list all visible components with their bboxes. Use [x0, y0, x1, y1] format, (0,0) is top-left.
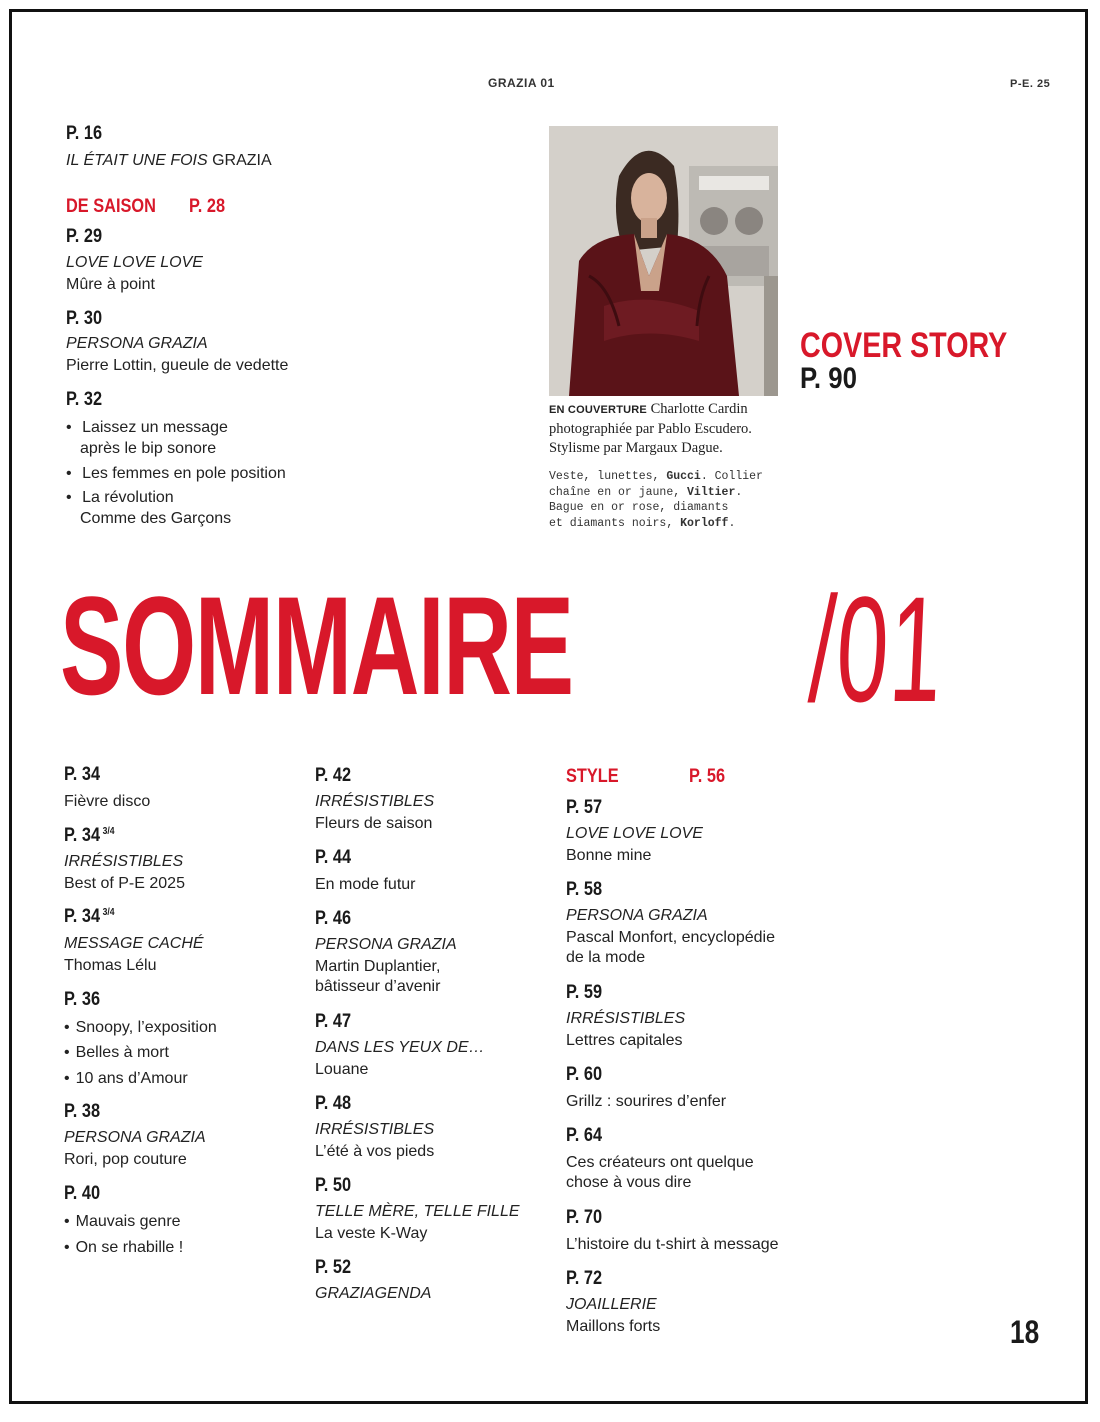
- entry-page: P. 40: [64, 1183, 101, 1204]
- entry-rubric: IRRÉSISTIBLES: [64, 853, 184, 870]
- entry-text: Ces créateurs ont quelque: [566, 1154, 754, 1171]
- cover-caption-line: Charlotte Cardin: [650, 401, 748, 417]
- cover-caption-line: photographiée par Pablo Escudero.: [549, 421, 752, 437]
- entry-text: Grillz : sourires d’enfer: [566, 1093, 727, 1110]
- entry-page-number: P. 34: [64, 906, 101, 927]
- cover-photo: [549, 126, 778, 396]
- credit-text: et diamants noirs,: [549, 516, 681, 530]
- entry-rubric: PERSONA GRAZIA: [315, 936, 457, 953]
- entry-page: P. 30: [66, 308, 103, 329]
- entry-page: P. 52: [315, 1257, 352, 1278]
- credit-brand: Korloff: [680, 516, 729, 530]
- entry-page-fraction: 3/4: [102, 907, 115, 918]
- credit-brand: Gucci: [666, 470, 701, 483]
- entry-page: [64, 825, 115, 847]
- entry-text: Fleurs de saison: [315, 815, 433, 832]
- entry-rubric: IRRÉSISTIBLES: [315, 1121, 435, 1138]
- entry-page: P. 59: [566, 982, 603, 1003]
- entry-title: [66, 152, 272, 170]
- section-page: P. 28: [189, 196, 226, 217]
- entry-text: bâtisseur d’avenir: [315, 978, 441, 995]
- credit-text: Veste, lunettes,: [549, 470, 667, 483]
- entry-text: Pierre Lottin, gueule de vedette: [66, 357, 289, 374]
- credit-text: Bague en or rose, diamants: [549, 501, 729, 514]
- entry-text: Bonne mine: [566, 847, 652, 864]
- entry-rubric: LOVE LOVE LOVE: [566, 825, 703, 842]
- entry-rubric: IRRÉSISTIBLES: [315, 793, 435, 810]
- bullet-line: Comme des Garçons: [80, 510, 232, 527]
- entry-rubric-end: GRAZIA: [212, 152, 272, 169]
- credit-line: [549, 485, 763, 501]
- section-label: STYLE: [566, 766, 619, 787]
- entry-text: Fièvre disco: [64, 793, 151, 810]
- cover-story-page: P. 90: [800, 362, 857, 395]
- entry-text: Maillons forts: [566, 1318, 661, 1335]
- bullet-item: • On se rhabille !: [64, 1237, 183, 1258]
- entry-page-fraction: 3/4: [102, 826, 115, 837]
- entry-page: P. 42: [315, 765, 352, 786]
- entry-page: P. 60: [566, 1064, 603, 1085]
- entry-page: P. 64: [566, 1125, 603, 1146]
- entry-text: de la mode: [566, 949, 646, 966]
- credit-line: [549, 469, 763, 485]
- entry-rubric: DANS LES YEUX DE…: [315, 1039, 485, 1056]
- bullet-item: [66, 463, 286, 484]
- entry-text: Best of P-E 2025: [64, 875, 185, 892]
- bullet-line: après le bip sonore: [80, 440, 217, 457]
- entry-page: P. 57: [566, 797, 603, 818]
- entry-rubric: PERSONA GRAZIA: [66, 335, 208, 352]
- entry-text: Pascal Monfort, encyclopédie: [566, 929, 775, 946]
- page-title: SOMMAIRE: [60, 567, 573, 724]
- entry-text: chose à vous dire: [566, 1174, 692, 1191]
- entry-page: [64, 906, 115, 928]
- entry-page: P. 58: [566, 879, 603, 900]
- entry-text: En mode futur: [315, 876, 416, 893]
- entry-text: L’été à vos pieds: [315, 1143, 435, 1160]
- credit-line: [549, 500, 763, 516]
- entry-page: P. 36: [64, 989, 101, 1010]
- entry-rubric: LOVE LOVE LOVE: [66, 254, 203, 271]
- entry-text: Rori, pop couture: [64, 1151, 187, 1168]
- entry-page: P. 70: [566, 1207, 603, 1228]
- bullet-item: • Snoopy, l’exposition: [64, 1017, 217, 1038]
- entry-text: Mûre à point: [66, 276, 155, 293]
- bullet-item: [66, 487, 231, 529]
- running-header-right: P-E. 25: [1010, 78, 1051, 90]
- entry-rubric: PERSONA GRAZIA: [64, 1129, 206, 1146]
- entry-rubric: PERSONA GRAZIA: [566, 907, 708, 924]
- entry-page: P. 32: [66, 389, 103, 410]
- entry-page: P. 72: [566, 1268, 603, 1289]
- page-number: 18: [1010, 1314, 1040, 1350]
- credit-line: [549, 516, 763, 532]
- credit-text: . Collier: [700, 470, 763, 483]
- entry-page: P. 48: [315, 1093, 352, 1114]
- entry-rubric: TELLE MÈRE, TELLE FILLE: [315, 1203, 520, 1220]
- entry-text: Lettres capitales: [566, 1032, 683, 1049]
- entry-page: P. 34: [64, 764, 101, 785]
- bullet-item: • 10 ans d’Amour: [64, 1068, 188, 1089]
- entry-page: P. 16: [66, 123, 103, 144]
- entry-rubric: GRAZIAGENDA: [315, 1285, 432, 1302]
- credit-text: chaîne en or jaune,: [549, 485, 688, 499]
- cover-credits: [549, 469, 763, 531]
- entry-text: L’histoire du t-shirt à message: [566, 1236, 779, 1253]
- bullet-item: [66, 417, 228, 459]
- entry-rubric: MESSAGE CACHÉ: [64, 935, 204, 952]
- entry-rubric: IL ÉTAIT UNE FOIS: [66, 152, 208, 169]
- entry-page: P. 29: [66, 226, 103, 247]
- entry-rubric: IRRÉSISTIBLES: [566, 1010, 686, 1027]
- entry-page-number: P. 34: [64, 825, 101, 846]
- entry-text: La veste K-Way: [315, 1225, 428, 1242]
- cover-caption: [549, 400, 752, 458]
- credit-text: .: [728, 516, 736, 530]
- entry-text: Martin Duplantier,: [315, 958, 441, 975]
- entry-text: Louane: [315, 1061, 369, 1078]
- cover-photo-illustration: [549, 126, 778, 396]
- cover-caption-label: EN COUVERTURE: [549, 404, 647, 416]
- entry-rubric: JOAILLERIE: [566, 1296, 657, 1313]
- bullet-item: • Belles à mort: [64, 1042, 169, 1063]
- bullet-line: La révolution: [82, 489, 174, 506]
- entry-page: P. 47: [315, 1011, 352, 1032]
- credit-brand: Viltier: [687, 485, 736, 499]
- issue-number: /01: [806, 565, 947, 733]
- bullet-line: Laissez un message: [82, 419, 228, 436]
- entry-page: P. 38: [64, 1101, 101, 1122]
- running-header-left: GRAZIA 01: [488, 76, 555, 90]
- credit-text: .: [735, 485, 743, 499]
- bullet-line: Les femmes en pole position: [82, 465, 286, 482]
- section-page: P. 56: [689, 766, 726, 787]
- entry-page: P. 50: [315, 1175, 352, 1196]
- entry-page: P. 46: [315, 908, 352, 929]
- section-label: DE SAISON: [66, 196, 156, 217]
- entry-page: P. 44: [315, 847, 352, 868]
- entry-text: Thomas Lélu: [64, 957, 157, 974]
- bullet-item: • Mauvais genre: [64, 1211, 181, 1232]
- cover-story-label: COVER STORY: [800, 326, 1008, 365]
- cover-caption-line: Stylisme par Margaux Dague.: [549, 440, 723, 456]
